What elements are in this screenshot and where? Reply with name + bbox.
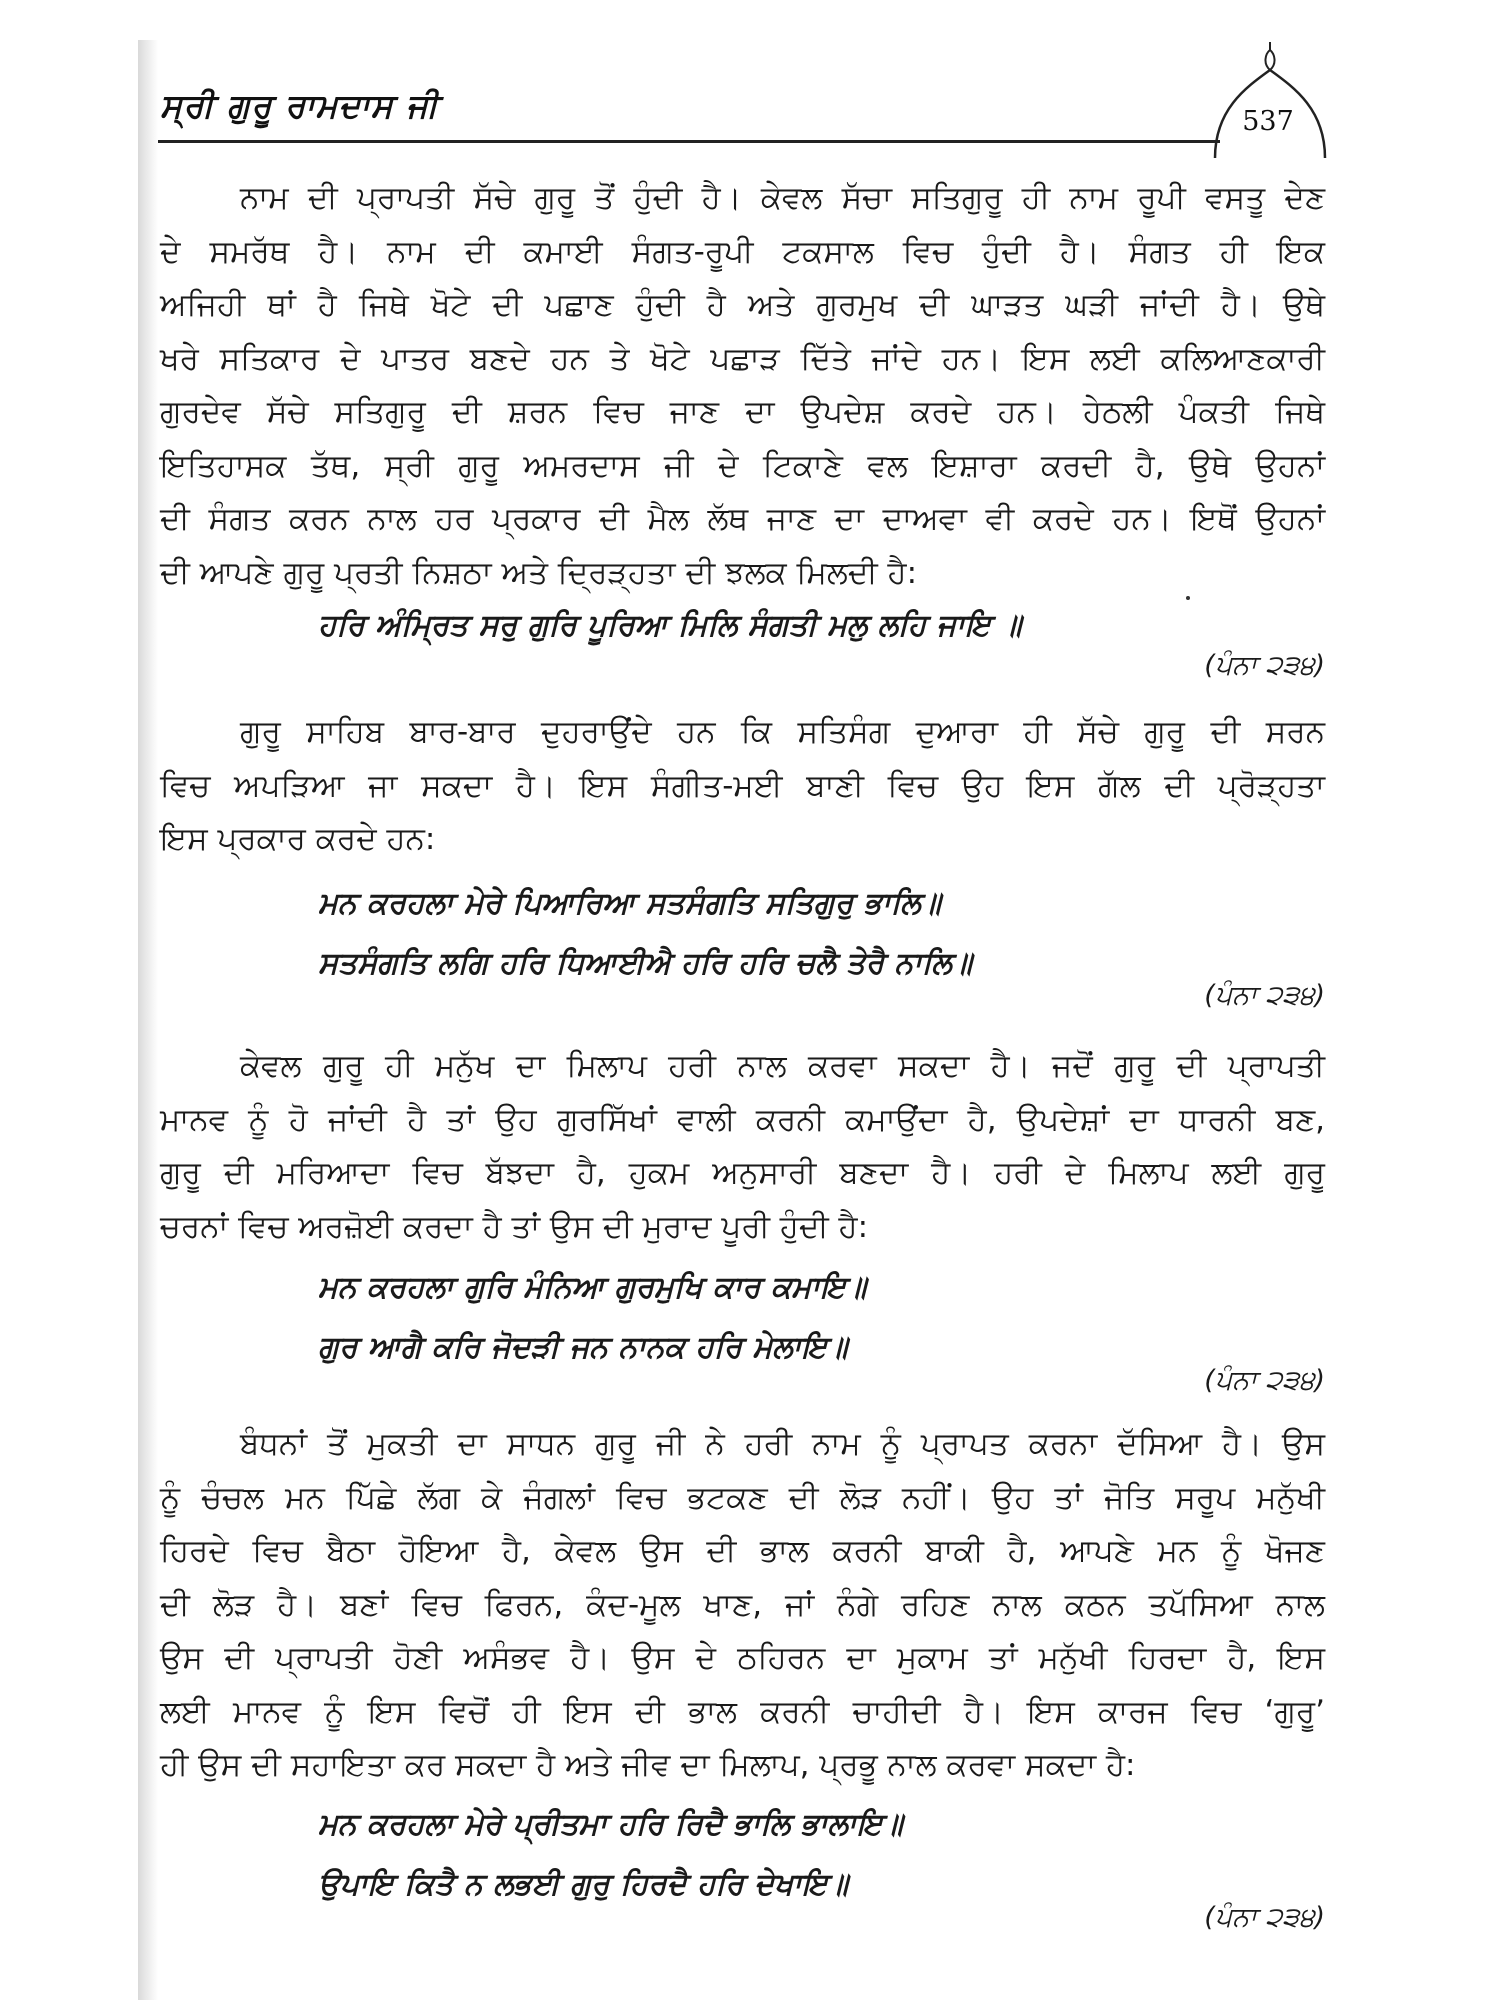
- page-number-arch-ornament: [1205, 40, 1335, 160]
- verse-line: ਮਨ ਕਰਹਲਾ ਮੇਰੇ ਪਿਆਰਿਆ ਸਤਸੰਗਤਿ ਸਤਿਗੁਰੁ ਭਾਲਿ॥: [318, 886, 941, 921]
- paragraph-line: ਅਜਿਹੀ ਥਾਂ ਹੈ ਜਿਥੇ ਖੋਟੇ ਦੀ ਪਛਾਣ ਹੁੰਦੀ ਹੈ ਅਤੇ ਗੁਰਮੁਖ ਦੀ ਘਾੜਤ ਘੜੀ ਜਾਂਦੀ ਹੈ। ਉਥੇ: [160, 287, 1325, 323]
- paragraph-line: ਹਿਰਦੇ ਵਿਚ ਬੈਠਾ ਹੋਇਆ ਹੈ, ਕੇਵਲ ਉਸ ਦੀ ਭਾਲ ਕਰਨੀ ਬਾਕੀ ਹੈ, ਆਪਣੇ ਮਨ ਨੂੰ ਖੋਜਣ: [160, 1533, 1325, 1569]
- paragraph-line: ਦੀ ਲੋੜ ਹੈ। ਬਣਾਂ ਵਿਚ ਫਿਰਨ, ਕੰਦ-ਮੂਲ ਖਾਣ, ਜਾਂ ਨੰਗੇ ਰਹਿਣ ਨਾਲ ਕਠਨ ਤਪੱਸਿਆ ਨਾਲ: [160, 1586, 1325, 1623]
- verse-line: ਉਪਾਇ ਕਿਤੈ ਨ ਲਭਈ ਗੁਰੁ ਹਿਰਦੈ ਹਰਿ ਦੇਖਾਇ॥: [318, 1867, 848, 1902]
- paragraph-line: ਦੀ ਸੰਗਤ ਕਰਨ ਨਾਲ ਹਰ ਪ੍ਰਕਾਰ ਦੀ ਮੈਲ ਲੱਥ ਜਾਣ ਦਾ ਦਾਅਵਾ ਵੀ ਕਰਦੇ ਹਨ। ਇਥੋਂ ਉਹਨਾਂ: [160, 501, 1325, 537]
- page-number: 537: [1242, 106, 1294, 137]
- paragraph-line: ਦੀ ਆਪਣੇ ਗੁਰੂ ਪ੍ਰਤੀ ਨਿਸ਼ਠਾ ਅਤੇ ਦ੍ਰਿੜ੍ਹਤਾ ਦੀ ਝਲਕ ਮਿਲਦੀ ਹੈ:: [160, 554, 918, 591]
- verse-line: ਗੁਰ ਆਗੈ ਕਰਿ ਜੋਦੜੀ ਜਨ ਨਾਨਕ ਹਰਿ ਮੇਲਾਇ॥: [318, 1330, 848, 1365]
- verse-quote: [318, 1258, 866, 1378]
- header-rule: [158, 140, 1220, 143]
- paragraph-line: ਮਾਨਵ ਨੂੰ ਹੋ ਜਾਂਦੀ ਹੈ ਤਾਂ ਉਹ ਗੁਰਸਿੱਖਾਂ ਵਾਲੀ ਕਰਨੀ ਕਮਾਉਂਦਾ ਹੈ, ਉਪਦੇਸ਼ਾਂ ਦਾ ਧਾਰਨੀ ਬਣ,: [160, 1101, 1325, 1138]
- paragraph-line: ਇਸ ਪ੍ਰਕਾਰ ਕਰਦੇ ਹਨ:: [160, 821, 436, 857]
- paragraph-1: [160, 172, 1325, 600]
- page-reference: (ਪੰਨਾ ੨੩੪): [1204, 1365, 1325, 1396]
- paragraph-line: ਨਾਮ ਦੀ ਪ੍ਰਾਪਤੀ ਸੱਚੇ ਗੁਰੂ ਤੋਂ ਹੁੰਦੀ ਹੈ। ਕੇਵਲ ਸੱਚਾ ਸਤਿਗੁਰੂ ਹੀ ਨਾਮ ਰੂਪੀ ਵਸਤੂ ਦੇਣ: [240, 180, 1325, 216]
- paragraph-line: ਦੇ ਸਮਰੱਥ ਹੈ। ਨਾਮ ਦੀ ਕਮਾਈ ਸੰਗਤ-ਰੂਪੀ ਟਕਸਾਲ ਵਿਚ ਹੁੰਦੀ ਹੈ। ਸੰਗਤ ਹੀ ਇਕ: [160, 233, 1325, 270]
- verse-line: ਹਰਿ ਅੰਮ੍ਰਿਤ ਸਰੁ ਗੁਰਿ ਪੂਰਿਆ ਮਿਲਿ ਸੰਗਤੀ ਮਲੁ ਲਹਿ ਜਾਇ ॥: [318, 608, 1022, 643]
- paragraph-line: ਬੰਧਨਾਂ ਤੋਂ ਮੁਕਤੀ ਦਾ ਸਾਧਨ ਗੁਰੂ ਜੀ ਨੇ ਹਰੀ ਨਾਮ ਨੂੰ ਪ੍ਰਾਪਤ ਕਰਨਾ ਦੱਸਿਆ ਹੈ। ਉਸ: [240, 1426, 1325, 1462]
- paragraph-line: ਚਰਨਾਂ ਵਿਚ ਅਰਜ਼ੋਈ ਕਰਦਾ ਹੈ ਤਾਂ ਉਸ ਦੀ ਮੁਰਾਦ ਪੂਰੀ ਹੁੰਦੀ ਹੈ:: [160, 1208, 869, 1245]
- book-gutter-shadow: [138, 40, 158, 2000]
- paragraph-line: ਇਤਿਹਾਸਕ ਤੱਥ, ਸ੍ਰੀ ਗੁਰੂ ਅਮਰਦਾਸ ਜੀ ਦੇ ਟਿਕਾਣੇ ਵਲ ਇਸ਼ਾਰਾ ਕਰਦੀ ਹੈ, ਉਥੇ ਉਹਨਾਂ: [160, 447, 1325, 484]
- paragraph-3: [160, 1040, 1325, 1254]
- paragraph-line: ਗੁਰੂ ਦੀ ਮਰਿਆਦਾ ਵਿਚ ਬੱਝਦਾ ਹੈ, ਹੁਕਮ ਅਨੁਸਾਰੀ ਬਣਦਾ ਹੈ। ਹਰੀ ਦੇ ਮਿਲਾਪ ਲਈ ਗੁਰੂ: [160, 1155, 1325, 1191]
- paragraph-line: ਵਿਚ ਅਪੜਿਆ ਜਾ ਸਕਦਾ ਹੈ। ਇਸ ਸੰਗੀਤ-ਮਈ ਬਾਣੀ ਵਿਚ ਉਹ ਇਸ ਗੱਲ ਦੀ ਪ੍ਰੋੜ੍ਹਤਾ: [160, 767, 1325, 804]
- paragraph-line: ਨੂੰ ਚੰਚਲ ਮਨ ਪਿੱਛੇ ਲੱਗ ਕੇ ਜੰਗਲਾਂ ਵਿਚ ਭਟਕਣ ਦੀ ਲੋੜ ਨਹੀਂ। ਉਹ ਤਾਂ ਜੋਤਿ ਸਰੂਪ ਮਨੁੱਖੀ: [160, 1479, 1325, 1516]
- page-reference: (ਪੰਨਾ ੨੩੪): [1204, 980, 1325, 1011]
- verse-line: ਮਨ ਕਰਹਲਾ ਗੁਰਿ ਮੰਨਿਆ ਗੁਰਮੁਖਿ ਕਾਰ ਕਮਾਇ॥: [318, 1270, 867, 1305]
- paragraph-2: [160, 706, 1325, 867]
- paragraph-line: ਹੀ ਉਸ ਦੀ ਸਹਾਇਤਾ ਕਰ ਸਕਦਾ ਹੈ ਅਤੇ ਜੀਵ ਦਾ ਮਿਲਾਪ, ਪ੍ਰਭੂ ਨਾਲ ਕਰਵਾ ਸਕਦਾ ਹੈ:: [160, 1747, 1136, 1783]
- paragraph-4: [160, 1418, 1325, 1793]
- page-reference: (ਪੰਨਾ ੨੩੪): [1204, 650, 1325, 681]
- paragraph-line: ਲਈ ਮਾਨਵ ਨੂੰ ਇਸ ਵਿਚੋਂ ਹੀ ਇਸ ਦੀ ਭਾਲ ਕਰਨੀ ਚਾਹੀਦੀ ਹੈ। ਇਸ ਕਾਰਜ ਵਿਚ ‘ਗੁਰੂ’: [160, 1693, 1325, 1730]
- paragraph-line: ਗੁਰਦੇਵ ਸੱਚੇ ਸਤਿਗੁਰੂ ਦੀ ਸ਼ਰਨ ਵਿਚ ਜਾਣ ਦਾ ਉਪਦੇਸ਼ ਕਰਦੇ ਹਨ। ਹੇਠਲੀ ਪੰਕਤੀ ਜਿਥੇ: [160, 394, 1325, 430]
- scan-speck: [1186, 596, 1190, 600]
- verse-line: ਮਨ ਕਰਹਲਾ ਮੇਰੇ ਪ੍ਰੀਤਮਾ ਹਰਿ ਰਿਦੈ ਭਾਲਿ ਭਾਲਾਇ॥: [318, 1807, 903, 1842]
- verse-quote: [318, 596, 1021, 656]
- paragraph-line: ਉਸ ਦੀ ਪ੍ਰਾਪਤੀ ਹੋਣੀ ਅਸੰਭਵ ਹੈ। ਉਸ ਦੇ ਠਹਿਰਨ ਦਾ ਮੁਕਾਮ ਤਾਂ ਮਨੁੱਖੀ ਹਿਰਦਾ ਹੈ, ਇਸ: [160, 1640, 1325, 1676]
- verse-quote: [318, 1795, 903, 1915]
- paragraph-line: ਖਰੇ ਸਤਿਕਾਰ ਦੇ ਪਾਤਰ ਬਣਦੇ ਹਨ ਤੇ ਖੋਟੇ ਪਛਾੜ ਦਿੱਤੇ ਜਾਂਦੇ ਹਨ। ਇਸ ਲਈ ਕਲਿਆਣਕਾਰੀ: [160, 340, 1325, 377]
- page-reference: (ਪੰਨਾ ੨੩੪): [1204, 1902, 1325, 1933]
- paragraph-line: ਗੁਰੂ ਸਾਹਿਬ ਬਾਰ-ਬਾਰ ਦੁਹਰਾਉਂਦੇ ਹਨ ਕਿ ਸਤਿਸੰਗ ਦੁਆਰਾ ਹੀ ਸੱਚੇ ਗੁਰੂ ਦੀ ਸਰਨ: [240, 714, 1325, 750]
- verse-line: ਸਤਸੰਗਤਿ ਲਗਿ ਹਰਿ ਧਿਆਈਐ ਹਰਿ ਹਰਿ ਚਲੈ ਤੇਰੈ ਨਾਲਿ॥: [318, 946, 972, 981]
- verse-quote: [318, 874, 972, 994]
- paragraph-line: ਕੇਵਲ ਗੁਰੂ ਹੀ ਮਨੁੱਖ ਦਾ ਮਿਲਾਪ ਹਰੀ ਨਾਲ ਕਰਵਾ ਸਕਦਾ ਹੈ। ਜਦੋਂ ਗੁਰੂ ਦੀ ਪ੍ਰਾਪਤੀ: [240, 1048, 1325, 1084]
- running-title: ਸ੍ਰੀ ਗੁਰੂ ਰਾਮਦਾਸ ਜੀ: [160, 86, 439, 125]
